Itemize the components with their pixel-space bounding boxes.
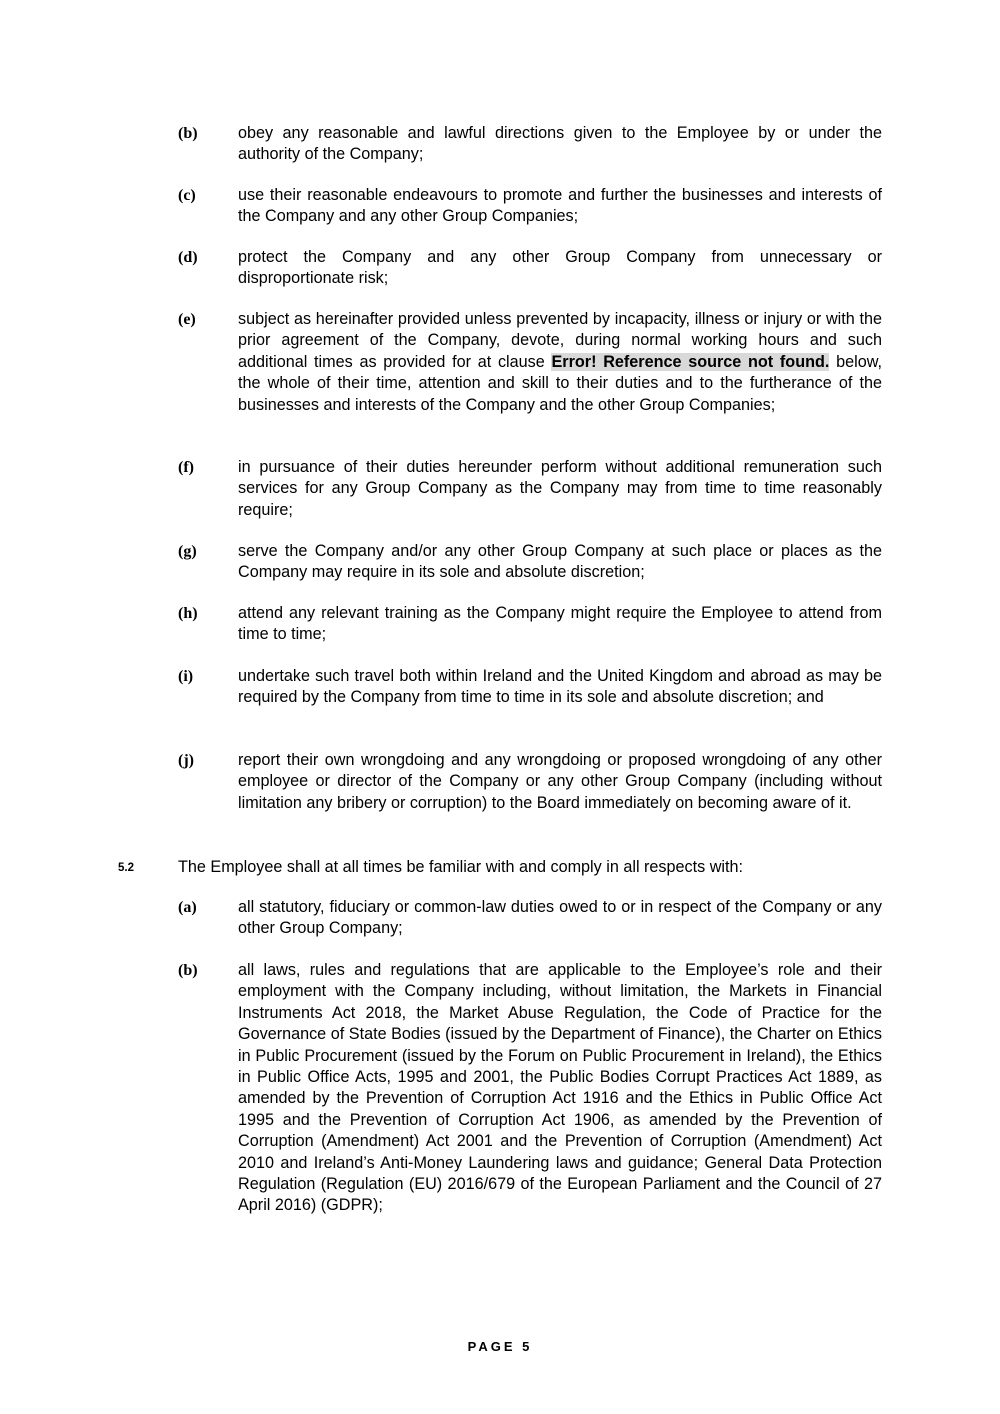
item-text: protect the Company and any other Group Company from unnecessary or disproportionate risk; xyxy=(238,248,882,288)
item-text-before: subject as hereinafter provided unless prevented by incapacity, illness or injury or with the prior agreement of the Company, devote, during normal working hours and such additional times as provided for at clause xyxy=(238,310,882,371)
clause-text: The Employee shall at all times be familiar with and comply in all respects with: xyxy=(178,858,743,876)
item-letter: (g) xyxy=(178,543,197,560)
list-item-b xyxy=(178,123,882,166)
item-text: attend any relevant training as the Company might require the Employee to attend from time to time; xyxy=(238,604,882,644)
item-letter: (a) xyxy=(178,899,197,916)
item-text: serve the Company and/or any other Group Company at such place or places as the Company may require in its sole and absolute discretion; xyxy=(238,542,882,582)
item-letter: (h) xyxy=(178,605,198,622)
item-letter: (j) xyxy=(178,752,194,769)
list-item-h xyxy=(178,603,882,646)
item-text: undertake such travel both within Ireland and the United Kingdom and abroad as may be required by the Company from time to time in its sole and absolute discretion; and xyxy=(238,667,882,707)
item-letter: (f) xyxy=(178,459,194,476)
item-letter: (b) xyxy=(178,125,198,142)
list-item-c xyxy=(178,185,882,228)
item-letter: (b) xyxy=(178,962,198,979)
item-text xyxy=(238,309,882,416)
error-reference-highlight: Error! Reference source not found. xyxy=(551,352,830,371)
clause-5-2 xyxy=(118,857,882,878)
list-item-i xyxy=(178,666,882,709)
list-item-f xyxy=(178,457,882,521)
clause-number: 5.2 xyxy=(118,862,134,874)
list-item-g xyxy=(178,541,882,584)
item-text: use their reasonable endeavours to promote and further the businesses and interests of the Company and any other Group Companies; xyxy=(238,186,882,226)
item-text: all laws, rules and regulations that are applicable to the Employee’s role and their employment with the Company including, without limitation, the Markets in Financial Instruments Act 2018, the Market Abuse Regulation, the Code of Practice for the Governance of State Bodies (issued by the Department of Finance), the Charter on Ethics in Public Procurement (issued by the Forum on Public Procurement in Ireland), the Ethics in Public Office Acts, 1995 and 2001, the Public Bodies Corrupt Practices Act 1889, as amended by the Prevention of Corruption Act 1916 and the Ethics in Public Office Act 1995 and the Prevention of Corruption Act 1906, as amended by the Prevention of Corruption (Amendment) Act 2001 and the Prevention of Corruption (Amendment) Act 2010 and Ireland’s Anti-Money Laundering laws and guidance; General Data Protection Regulation (Regulation (EU) 2016/679 of the European Parliament and the Council of 27 April 2016) (GDPR); xyxy=(238,961,882,1215)
item-letter: (i) xyxy=(178,668,194,685)
page-number-footer: PAGE 5 xyxy=(467,1339,533,1354)
clause-5-2-item-b xyxy=(178,960,882,1217)
item-text-after: below, the whole of their time, attention and skill to their duties and to the furtherance of the businesses and interests of the Company and the other Group Companies; xyxy=(238,352,882,414)
clause-5-2-item-a xyxy=(178,897,882,940)
item-text: report their own wrongdoing and any wrongdoing or proposed wrongdoing of any other employee or director of the Company or any other Group Company (including without limitation any bribery or corruption) to the Board immediately on becoming aware of it. xyxy=(238,751,882,812)
item-letter: (d) xyxy=(178,249,198,266)
item-letter: (c) xyxy=(178,187,196,204)
item-text: obey any reasonable and lawful directions given to the Employee by or under the authority of the Company; xyxy=(238,124,882,164)
list-item-j xyxy=(178,750,882,814)
list-item-d xyxy=(178,247,882,290)
item-letter: (e) xyxy=(178,311,196,328)
list-item-e xyxy=(178,309,882,416)
item-text: in pursuance of their duties hereunder perform without additional remuneration such services for any Group Company as the Company may from time to time reasonably require; xyxy=(238,458,882,519)
item-text: all statutory, fiduciary or common-law duties owed to or in respect of the Company or any other Group Company; xyxy=(238,898,882,938)
